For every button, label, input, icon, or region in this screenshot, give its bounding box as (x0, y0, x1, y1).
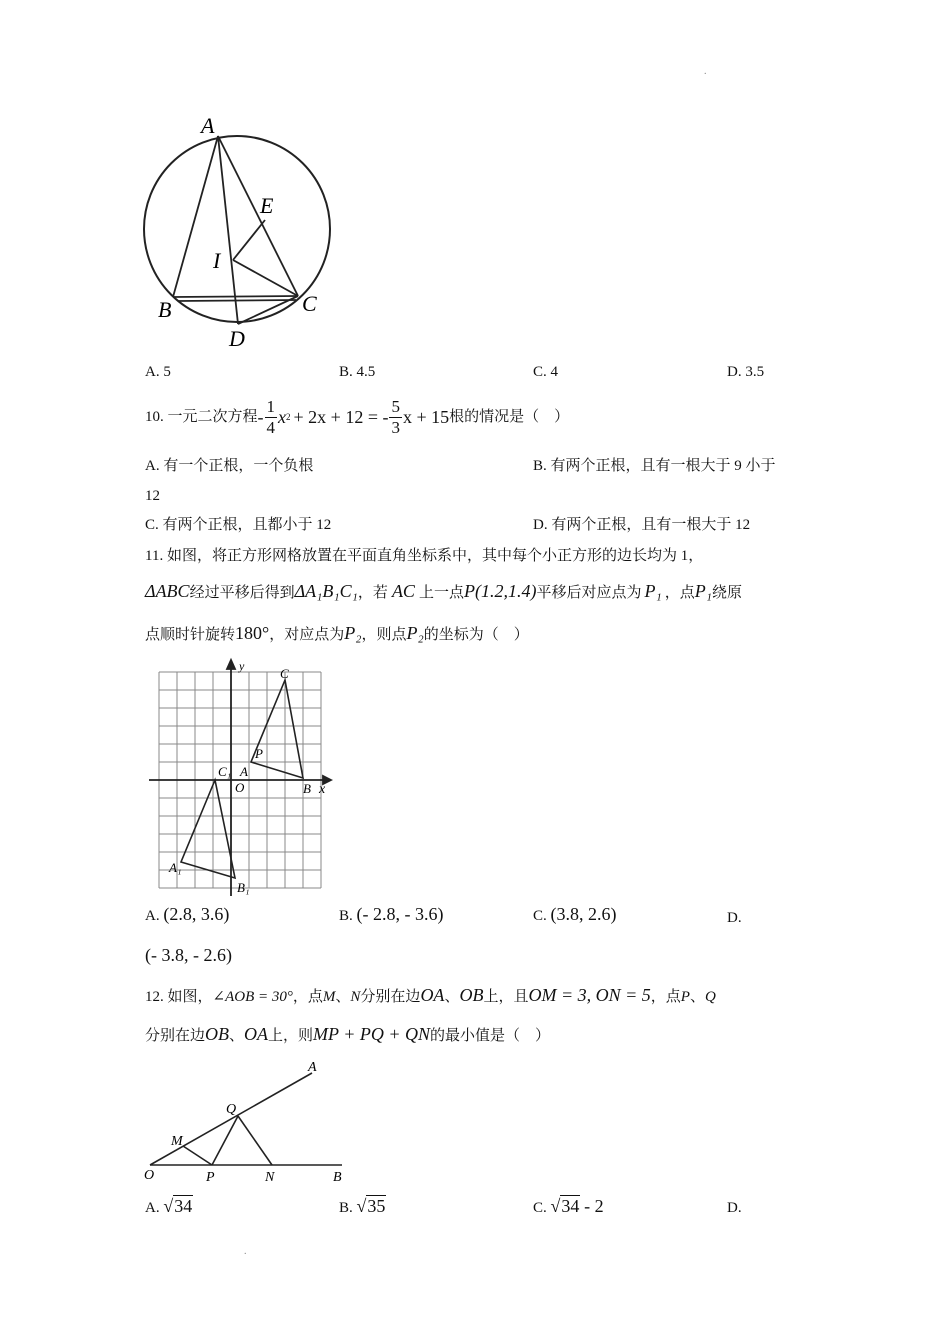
q9-label-a: A (201, 113, 215, 138)
q11-label-a1: A₁ (169, 860, 182, 875)
q12-line2: 分别在边OB、OA上，则MP + PQ + QN的最小值是（ ） (145, 1024, 551, 1044)
q9-label-d: D (229, 326, 245, 351)
q9-circle-figure (138, 108, 343, 358)
q11-label-b: B (303, 781, 311, 796)
q12-label-b: B (333, 1170, 342, 1185)
q10-stem-prefix: 10. 一元二次方程 (145, 409, 258, 425)
q11-option-b: B. (- 2.8, - 3.6) (339, 904, 444, 924)
q11-label-c: C (280, 666, 289, 681)
bottom-mark: . (244, 1246, 247, 1257)
q12-label-n: N (265, 1170, 275, 1185)
q11-label-a: A (240, 764, 248, 779)
q12-option-d: D. (727, 1200, 742, 1216)
q10-square: 2 (286, 412, 291, 422)
q12-label-p: P (206, 1170, 215, 1185)
q10-stem (145, 392, 569, 442)
q12-angle-figure (140, 1055, 355, 1185)
q12-label-o: O (144, 1168, 155, 1183)
q9-option-d: D. 3.5 (727, 364, 765, 380)
q11-label-b1: B₁ (237, 880, 250, 895)
q10-frac1: $\frac{1}{4}$ (266, 396, 276, 437)
q12-line1: 12. 如图，∠AOB = 30°，点M、N分别在边OA、OB上，且OM = 3, ON = 5，点P、Q (145, 985, 716, 1005)
q10-option-b-line1: B. 有两个正根，且有一根大于 9 小于 (533, 458, 776, 474)
q12-option-c: C. √34 - 2 (533, 1196, 604, 1216)
q11-line3: 点顺时针旋转180°，对应点为P₂，则点P₂的坐标为（ ） (145, 623, 529, 643)
q11-label-x: x (319, 782, 326, 797)
q11-grid-figure (143, 656, 335, 902)
q11-option-a: A. (2.8, 3.6) (145, 904, 230, 924)
q11-label-c1: C₁ (218, 764, 232, 779)
q10-minus: - (257, 407, 264, 427)
q11-line2: ΔABC经过平移后得到ΔA₁B₁C₁，若 AC 上一点P(1.2,1.4)平移后对应点为 P₁ ，点P₁绕原 (145, 581, 743, 601)
q10-stem-suffix: 根的情况是（ ） (449, 409, 570, 425)
q9-option-c: C. 4 (533, 364, 559, 380)
q10-option-c: C. 有两个正根，且都小于 12 (145, 517, 332, 533)
q9-label-b: B (158, 297, 172, 322)
q10-option-d: D. 有两个正根，且有一根大于 12 (533, 517, 751, 533)
q12-label-a: A (308, 1060, 317, 1075)
q9-option-b: B. 4.5 (339, 364, 376, 380)
q10-option-b-line2: 12 (145, 488, 160, 504)
q11-label-o: O (235, 780, 245, 795)
q11-label-y: y (239, 659, 245, 673)
q10-middle: + 2x + 12 = - (293, 407, 389, 427)
q11-option-d-label: D. (727, 910, 742, 926)
q11-label-p: P (255, 746, 263, 761)
q9-option-a: A. 5 (145, 364, 171, 380)
q11-line1: 11. 如图，将正方形网格放置在平面直角坐标系中，其中每个小正方形的边长均为 1， (145, 548, 704, 564)
q9-label-c: C (302, 291, 317, 316)
q12-label-m: M (171, 1134, 183, 1149)
q10-tail: x + 15 (402, 407, 450, 427)
q11-option-d-value: (- 3.8, - 2.6) (145, 945, 232, 965)
q10-option-a: A. 有一个正根，一个负根 (145, 458, 314, 474)
q12-option-b: B. √35 (339, 1196, 386, 1216)
q9-label-e: E (260, 193, 274, 218)
q12-label-q: Q (226, 1102, 237, 1117)
q10-frac2: $\frac{5}{3}$ (391, 396, 400, 437)
q10-x: x (278, 407, 287, 427)
q12-option-a: A. √34 (145, 1196, 193, 1216)
q11-option-c: C. (3.8, 2.6) (533, 904, 617, 924)
q9-label-i: I (213, 248, 221, 273)
top-mark: . (704, 66, 707, 77)
